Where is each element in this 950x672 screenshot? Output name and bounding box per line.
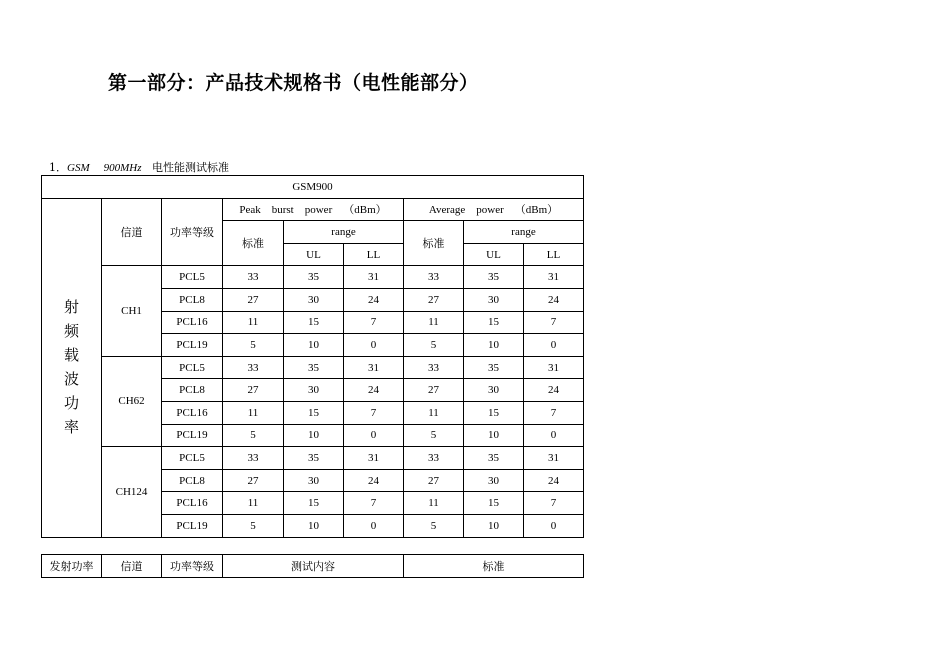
header-transmit-power: 发射功率 <box>42 555 102 578</box>
header-channel: 信道 <box>102 198 162 266</box>
side-label-char: 载 <box>63 347 79 364</box>
value-cell: 27 <box>223 469 284 492</box>
value-cell: 11 <box>223 401 284 424</box>
value-cell: 35 <box>464 447 524 470</box>
value-cell: 30 <box>464 469 524 492</box>
value-cell: 10 <box>284 514 344 537</box>
pcl-cell: PCL5 <box>162 447 223 470</box>
value-cell: 0 <box>344 334 404 357</box>
header-avg-standard: 标准 <box>404 221 464 266</box>
value-cell: 7 <box>524 311 584 334</box>
header-avg-ll: LL <box>524 243 584 266</box>
value-cell: 0 <box>524 334 584 357</box>
table-row <box>42 266 584 289</box>
value-cell: 7 <box>344 492 404 515</box>
header-power-level: 功率等级 <box>162 198 223 266</box>
value-cell: 35 <box>284 266 344 289</box>
value-cell: 15 <box>464 492 524 515</box>
table-header-gsm900: GSM900 <box>42 176 584 199</box>
side-label-char: 率 <box>63 419 79 436</box>
pcl-cell: PCL16 <box>162 401 223 424</box>
value-cell: 27 <box>223 288 284 311</box>
value-cell: 15 <box>284 311 344 334</box>
header-avg-range: range <box>464 221 584 244</box>
value-cell: 31 <box>524 266 584 289</box>
value-cell: 24 <box>344 379 404 402</box>
value-cell: 35 <box>464 356 524 379</box>
value-cell: 35 <box>284 447 344 470</box>
value-cell: 30 <box>284 379 344 402</box>
channel-cell: CH62 <box>102 356 162 446</box>
header-peak-range: range <box>284 221 404 244</box>
value-cell: 30 <box>284 288 344 311</box>
value-cell: 15 <box>284 401 344 424</box>
side-label-char: 射 <box>63 299 79 316</box>
value-cell: 24 <box>524 379 584 402</box>
table-row <box>42 356 584 379</box>
value-cell: 0 <box>344 424 404 447</box>
value-cell: 15 <box>464 311 524 334</box>
value-cell: 31 <box>344 356 404 379</box>
value-cell: 27 <box>404 469 464 492</box>
pcl-cell: PCL19 <box>162 514 223 537</box>
value-cell: 5 <box>223 514 284 537</box>
header-average-power: Average power （dBm） <box>404 198 584 221</box>
value-cell: 33 <box>404 447 464 470</box>
value-cell: 10 <box>284 424 344 447</box>
value-cell: 10 <box>464 334 524 357</box>
value-cell: 15 <box>284 492 344 515</box>
value-cell: 15 <box>464 401 524 424</box>
transmit-power-table <box>41 554 584 578</box>
value-cell: 5 <box>404 424 464 447</box>
header-peak-ul: UL <box>284 243 344 266</box>
caption-frequency: 900MHz <box>103 162 142 174</box>
header-standard-2: 标准 <box>404 555 584 578</box>
pcl-cell: PCL8 <box>162 469 223 492</box>
header-peak-ll: LL <box>344 243 404 266</box>
pcl-cell: PCL16 <box>162 311 223 334</box>
table-caption <box>49 159 229 175</box>
value-cell: 7 <box>344 401 404 424</box>
value-cell: 27 <box>223 379 284 402</box>
pcl-cell: PCL19 <box>162 424 223 447</box>
table-row <box>42 447 584 470</box>
value-cell: 31 <box>524 356 584 379</box>
value-cell: 5 <box>404 514 464 537</box>
pcl-cell: PCL5 <box>162 266 223 289</box>
channel-cell: CH124 <box>102 447 162 537</box>
value-cell: 24 <box>524 288 584 311</box>
value-cell: 7 <box>524 401 584 424</box>
value-cell: 5 <box>223 424 284 447</box>
pcl-cell: PCL8 <box>162 288 223 311</box>
value-cell: 10 <box>464 424 524 447</box>
value-cell: 33 <box>223 356 284 379</box>
value-cell: 30 <box>464 379 524 402</box>
value-cell: 30 <box>464 288 524 311</box>
value-cell: 35 <box>284 356 344 379</box>
value-cell: 7 <box>524 492 584 515</box>
value-cell: 35 <box>464 266 524 289</box>
value-cell: 33 <box>404 266 464 289</box>
value-cell: 33 <box>404 356 464 379</box>
value-cell: 10 <box>284 334 344 357</box>
value-cell: 11 <box>404 401 464 424</box>
side-label-char: 功 <box>63 395 79 412</box>
value-cell: 10 <box>464 514 524 537</box>
header-power-level-2: 功率等级 <box>162 555 223 578</box>
value-cell: 0 <box>524 514 584 537</box>
caption-number: 1． <box>49 161 67 174</box>
side-label-char: 波 <box>63 371 79 388</box>
pcl-cell: PCL5 <box>162 356 223 379</box>
caption-text: 电性能测试标准 <box>152 161 229 174</box>
pcl-cell: PCL16 <box>162 492 223 515</box>
header-peak-standard: 标准 <box>223 221 284 266</box>
side-label-rf-carrier-power <box>42 198 102 537</box>
value-cell: 7 <box>344 311 404 334</box>
caption-band: GSM <box>67 162 90 174</box>
value-cell: 24 <box>344 469 404 492</box>
rf-power-table <box>41 175 584 538</box>
value-cell: 11 <box>223 492 284 515</box>
value-cell: 33 <box>223 266 284 289</box>
value-cell: 31 <box>344 447 404 470</box>
pcl-cell: PCL8 <box>162 379 223 402</box>
header-test-content: 测试内容 <box>223 555 404 578</box>
channel-cell: CH1 <box>102 266 162 356</box>
pcl-cell: PCL19 <box>162 334 223 357</box>
value-cell: 0 <box>344 514 404 537</box>
value-cell: 30 <box>284 469 344 492</box>
side-label-char: 频 <box>63 323 79 340</box>
page-title: 第一部分：产品技术规格书（电性能部分） <box>108 72 479 94</box>
header-peak-burst-power: Peak burst power （dBm） <box>223 198 404 221</box>
value-cell: 24 <box>524 469 584 492</box>
header-channel-2: 信道 <box>102 555 162 578</box>
value-cell: 31 <box>344 266 404 289</box>
value-cell: 11 <box>404 311 464 334</box>
value-cell: 24 <box>344 288 404 311</box>
value-cell: 11 <box>223 311 284 334</box>
value-cell: 33 <box>223 447 284 470</box>
value-cell: 5 <box>223 334 284 357</box>
value-cell: 27 <box>404 288 464 311</box>
value-cell: 11 <box>404 492 464 515</box>
value-cell: 0 <box>524 424 584 447</box>
value-cell: 5 <box>404 334 464 357</box>
header-avg-ul: UL <box>464 243 524 266</box>
value-cell: 27 <box>404 379 464 402</box>
value-cell: 31 <box>524 447 584 470</box>
